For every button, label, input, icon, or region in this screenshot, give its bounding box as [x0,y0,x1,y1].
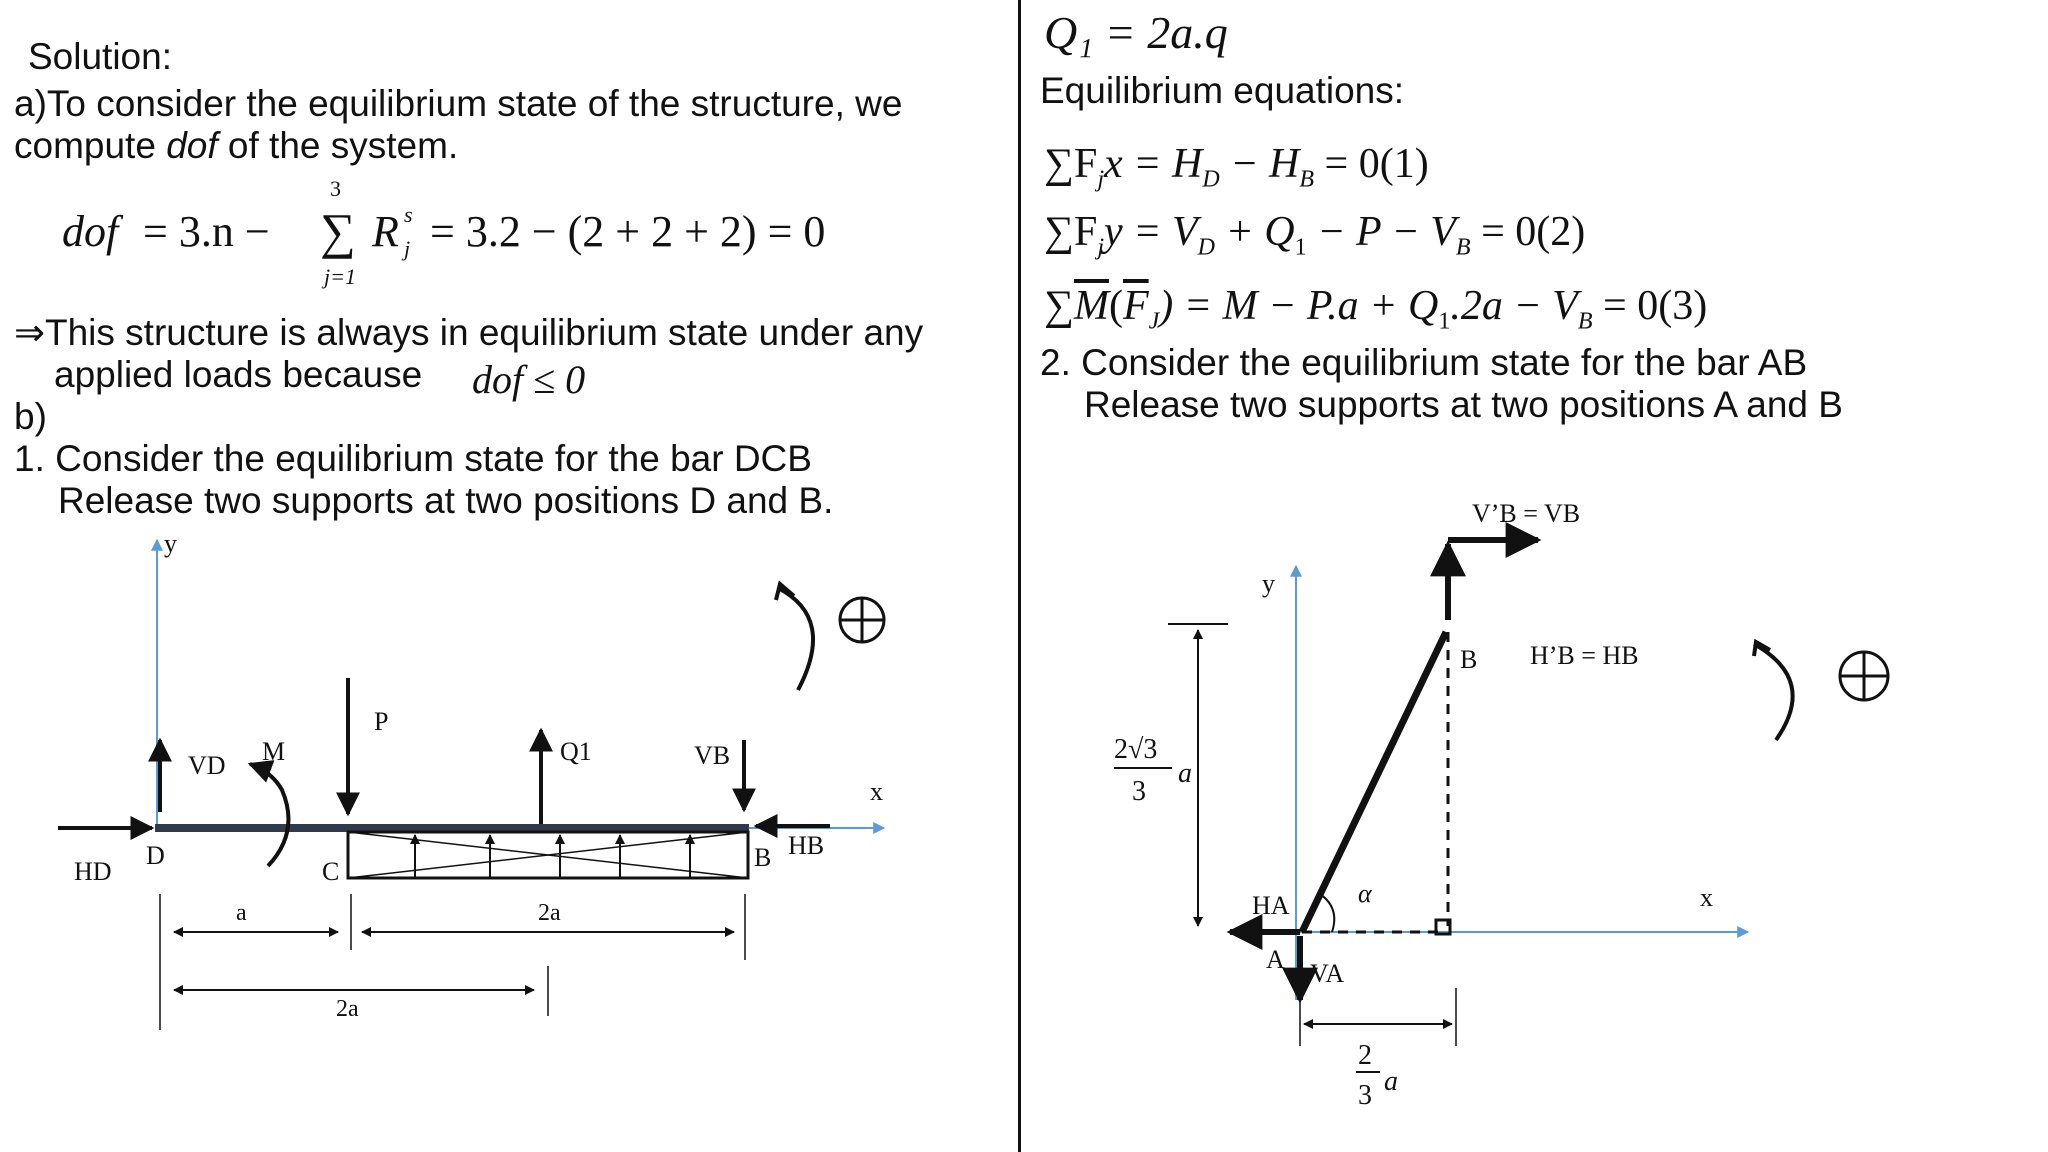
eq3-m-vector: $\overline{M}$ [1073,283,1109,329]
d2-ha-label: HA [1252,891,1290,920]
conclusion-math: dof ≤ 0 [472,357,586,402]
eq2-sub-b: B [1455,234,1471,261]
d2-height-var: a [1178,758,1192,789]
d2-x-axis-label: x [1700,883,1713,912]
d2-point-a: A [1266,945,1285,974]
d1-dim-a-label: a [236,900,247,926]
eq2-part: y = V [1103,209,1198,255]
eq2-sub-j: j [1097,234,1104,261]
d1-q1-label: Q1 [560,737,592,766]
d1-sign-arc [778,588,813,690]
part-b-label: b) [14,396,47,437]
sum-symbol: ∑ [320,203,356,259]
d1-p-label: P [374,707,389,736]
d1-moment-label: M [262,737,286,766]
d2-width-var: a [1384,1066,1398,1097]
eq3-part2: .2a − V [1450,283,1578,329]
sum-lower-limit: j=1 [324,264,356,289]
part-a-line2-post: of the system. [217,125,459,166]
d2-hb-prime-label: H’B = HB [1530,641,1639,670]
d2-vb-prime-label: V’B = VB [1472,499,1581,528]
eq3-part: ) = M − P.a + Q [1159,283,1439,329]
d1-point-c: C [322,857,340,886]
d1-y-axis-label: y [164,529,177,558]
eq3-sub-b: B [1577,308,1593,335]
d1-hb-label: HB [788,831,825,860]
eq1-minus-h: − H [1219,141,1300,187]
step1-line1: 1. Consider the equilibrium state for the bar DCB [14,438,812,479]
sum-upper-limit: 3 [330,176,341,201]
d2-va-label: VA [1310,959,1345,988]
eq1-sum-f: ∑F [1044,141,1098,187]
eq3-sub-1: 1 [1438,308,1451,335]
eq3-f-vector: $\overline{F}$ [1122,283,1149,329]
d1-vd-label: VD [188,751,226,780]
eq2-minus: − P − V [1306,209,1456,255]
eq1-sub-b: B [1299,166,1315,193]
eq2-plus-q: + Q [1214,209,1295,255]
eq3-sub-j: J [1148,308,1160,335]
diagram-bar-dcb [58,529,884,1030]
d2-sign-arc [1754,644,1793,740]
r-superscript: s [404,202,413,227]
part-a-dof-emphasis: dof [166,125,218,166]
r-subscript: j [404,236,411,261]
eq3-result: = 0(3) [1592,283,1708,329]
d2-height-num: 2√3 [1114,734,1158,765]
dof-rhs: = 3.2 − (2 + 2 + 2) = 0 [430,207,826,256]
eq1-part: x = H [1103,141,1203,187]
diagram-bar-ab [1114,499,1888,1111]
conclusion-line2: applied loads because [54,354,423,395]
eq2-result: = 0(2) [1470,209,1586,255]
d1-moment-arc [250,764,288,866]
d2-bar-ab [1302,632,1446,932]
step1-line2: Release two supports at two positions D and B. [58,480,834,521]
equilibrium-label: Equilibrium equations: [1040,70,1405,111]
eq3-sum: ∑ [1044,283,1074,329]
dof-symbol: dof [62,207,119,256]
d1-distributed-load-arrows [415,835,690,878]
d1-point-b: B [754,843,772,872]
d1-x-axis-label: x [870,777,883,806]
eq1-sub-j: j [1097,166,1104,193]
d2-width-den: 3 [1358,1080,1372,1111]
d2-point-b: B [1460,645,1478,674]
step2-line1: 2. Consider the equilibrium state for the bar AB [1040,342,1808,383]
d2-width-num: 2 [1358,1040,1372,1071]
eq2-sub-d: D [1197,234,1215,261]
eq3-paren: ( [1108,283,1123,329]
d2-alpha-label: α [1358,879,1372,908]
d1-hd-label: HD [74,857,112,886]
d2-height-den: 3 [1132,776,1146,807]
d1-dim-2a-bottom-label: 2a [336,996,359,1022]
step2-line2: Release two supports at two positions A and B [1084,384,1843,425]
q1-equation: Q₁ = 2a.q [1044,7,1228,58]
part-a-line1: a)To consider the equilibrium state of the structure, we [14,83,903,124]
solution-label: Solution: [28,36,172,77]
eq1-sub-d: D [1202,166,1220,193]
eq2-sum-f: ∑F [1044,209,1098,255]
d2-alpha-arc [1320,894,1334,932]
r-symbol: R [372,207,399,256]
eq2-sub-1: 1 [1294,234,1307,261]
part-a-line2-pre: compute [14,125,167,166]
d2-y-axis-label: y [1262,569,1275,598]
conclusion-line1: ⇒This structure is always in equilibrium state under any [14,312,924,353]
d1-point-d: D [146,841,165,870]
dof-mid: = 3.n − [132,207,270,256]
d1-vb-label: VB [694,741,731,770]
eq1-result: = 0(1) [1314,141,1429,187]
d1-dim-2a-top-label: 2a [538,900,561,926]
